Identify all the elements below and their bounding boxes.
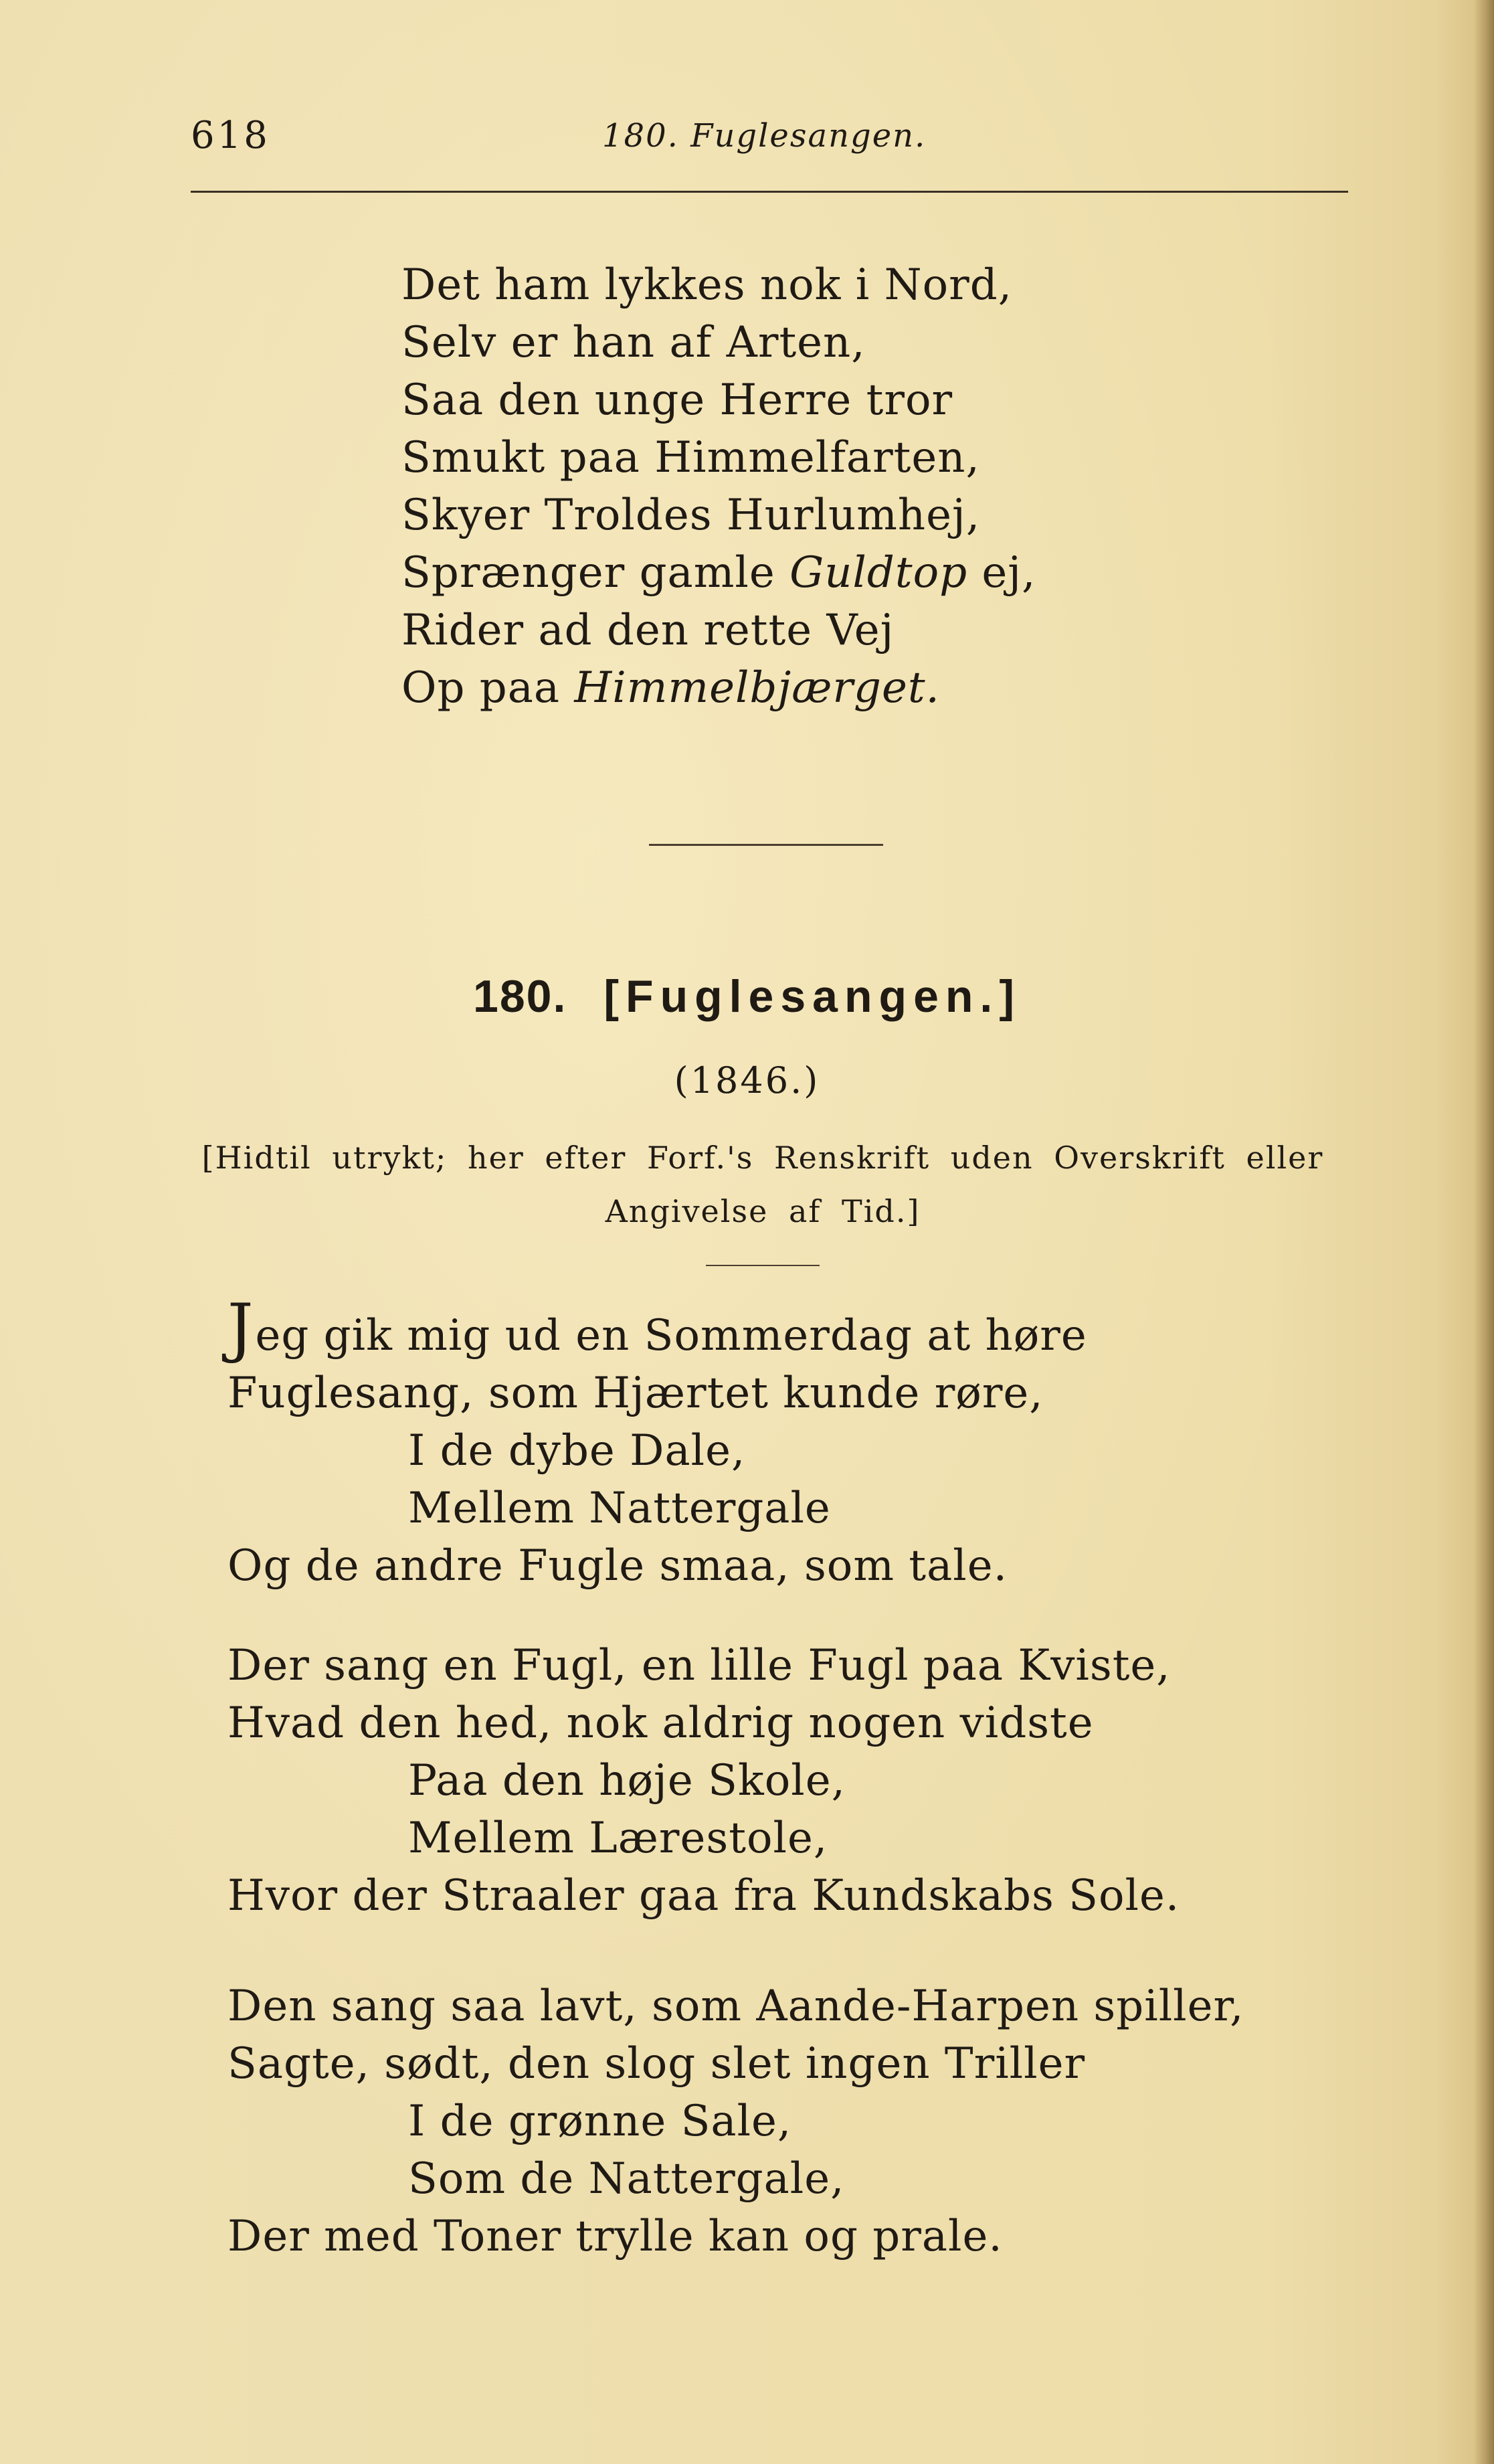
italic-name: Himmelbjærget. bbox=[574, 663, 940, 713]
verse-line: Saa den unge Herre tror bbox=[401, 375, 953, 425]
header-rule bbox=[191, 191, 1348, 193]
verse-line bbox=[227, 1290, 1087, 1365]
verse-line: Hvor der Straaler gaa fra Kundskabs Sole. bbox=[227, 1871, 1180, 1921]
verse-line: Den sang saa lavt, som Aande-Harpen spiller, bbox=[227, 1982, 1244, 2031]
verse-line: Selv er han af Arten, bbox=[401, 318, 866, 367]
verse-line bbox=[401, 659, 1036, 717]
verse-text: Sprænger gamle bbox=[401, 548, 775, 598]
note-line: Angivelse af Tid.] bbox=[605, 1193, 921, 1229]
verse-line: Der med Toner trylle kan og prale. bbox=[227, 2212, 1003, 2261]
verse-line: Fuglesang, som Hjærtet kunde røre, bbox=[227, 1369, 1044, 1418]
poem-number: 180. bbox=[473, 971, 567, 1022]
verse-line: Rider ad den rette Vej bbox=[401, 606, 895, 655]
verse-line: Paa den høje Skole, bbox=[408, 1756, 846, 1806]
note-divider bbox=[706, 1265, 820, 1266]
continued-stanza bbox=[401, 256, 1036, 717]
page-edge-shadow bbox=[1474, 0, 1494, 2464]
verse-line: Hvad den hed, nok aldrig nogen vidste bbox=[227, 1698, 1094, 1748]
stanza-1 bbox=[227, 1290, 1087, 1595]
verse-text: ej, bbox=[982, 548, 1036, 598]
verse-line: Skyer Troldes Hurlumhej, bbox=[401, 491, 981, 540]
verse-line: Som de Nattergale, bbox=[408, 2154, 845, 2204]
stanza-3 bbox=[227, 1977, 1244, 2265]
section-divider bbox=[649, 844, 883, 846]
poem-heading bbox=[0, 970, 1494, 1023]
page-number: 618 bbox=[191, 114, 270, 157]
verse-line: Mellem Lærestole, bbox=[408, 1814, 828, 1863]
poem-year: (1846.) bbox=[674, 1059, 820, 1102]
verse-line: I de dybe Dale, bbox=[408, 1426, 746, 1476]
verse-line: Der sang en Fugl, en lille Fugl paa Kviste, bbox=[227, 1641, 1171, 1690]
stanza-2 bbox=[227, 1637, 1180, 1925]
verse-line: Det ham lykkes nok i Nord, bbox=[401, 260, 1013, 310]
verse-text: Op paa bbox=[401, 663, 561, 713]
note-line: [Hidtil utrykt; her efter Forf.'s Renskrift uden Overskrift eller bbox=[201, 1140, 1324, 1176]
verse-line: I de grønne Sale, bbox=[408, 2097, 792, 2146]
verse-line: Smukt paa Himmelfarten, bbox=[401, 433, 980, 482]
poem-title: [Fuglesangen.] bbox=[603, 971, 1021, 1022]
verse-text: eg gik mig ud en Sommerdag at høre bbox=[255, 1311, 1087, 1360]
drop-cap: J bbox=[227, 1290, 254, 1365]
running-title: 180. Fuglesangen. bbox=[602, 117, 927, 155]
editorial-note bbox=[181, 1131, 1345, 1238]
italic-name: Guldtop bbox=[789, 548, 968, 598]
verse-line: Og de andre Fugle smaa, som tale. bbox=[227, 1541, 1008, 1591]
verse-line: Sagte, sødt, den slog slet ingen Triller bbox=[227, 2039, 1086, 2089]
verse-line: Mellem Nattergale bbox=[408, 1484, 831, 1533]
verse-line bbox=[401, 544, 1036, 602]
